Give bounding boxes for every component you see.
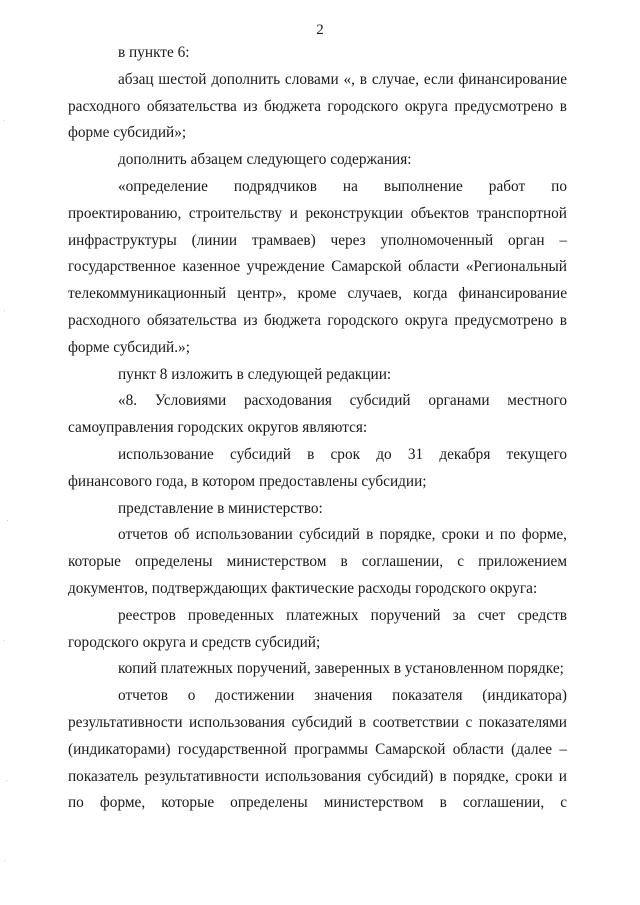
- paragraph: использование субсидий в срок до 31 декабря текущего финансового года, в котором предоставлены субсидии;: [68, 445, 567, 490]
- paragraph: «определение подрядчиков на выполнение работ по проектированию, строительству и реконструкции объектов транспортной инфраструктуры (линии трамваев) через уполномоченный орган – государственное казенное учреждение Самарской области «Региональный телекоммуникационный центр», кроме случаев, когда финансирование расходного обязательства из бюджета городского округа предусмотрено в форме субсидий.»;: [68, 177, 567, 356]
- paragraph: копий платежных поручений, заверенных в установленном порядке;: [118, 660, 564, 678]
- paragraph: отчетов о достижении значения показателя (индикатора) результативности использования субсидий в соответствии с показателями (индикаторами) государственной программы Самарской области (далее – показатель результативности использования субсидий) в порядке, сроки и по форме, которые определены министерством в соглашении, с: [68, 687, 567, 812]
- paragraph: в пункте 6:: [118, 44, 190, 61]
- paragraph: пункт 8 изложить в следующей редакции:: [118, 365, 392, 383]
- document-body: [68, 40, 567, 817]
- paragraph: «8. Условиями расходования субсидий органами местного самоуправления городских округов являются:: [68, 392, 567, 437]
- paragraph: абзац шестой дополнить словами «, в случае, если финансирование расходного обязательства из бюджета городского округа предусмотрено в форме субсидий»;: [68, 70, 567, 142]
- paragraph: дополнить абзацем следующего содержания:: [118, 151, 412, 169]
- paragraph: реестров проведенных платежных поручений за счет средств городского округа и средств субсидий;: [68, 606, 567, 651]
- paragraph: представление в министерство:: [118, 499, 323, 517]
- page-number: 2: [316, 22, 324, 38]
- scan-artifact: [4, 0, 14, 905]
- paragraph: отчетов об использовании субсидий в порядке, сроки и по форме, которые определены министерством в соглашении, с приложением документов, подтверждающих фактические расходы городского округа:: [68, 526, 567, 597]
